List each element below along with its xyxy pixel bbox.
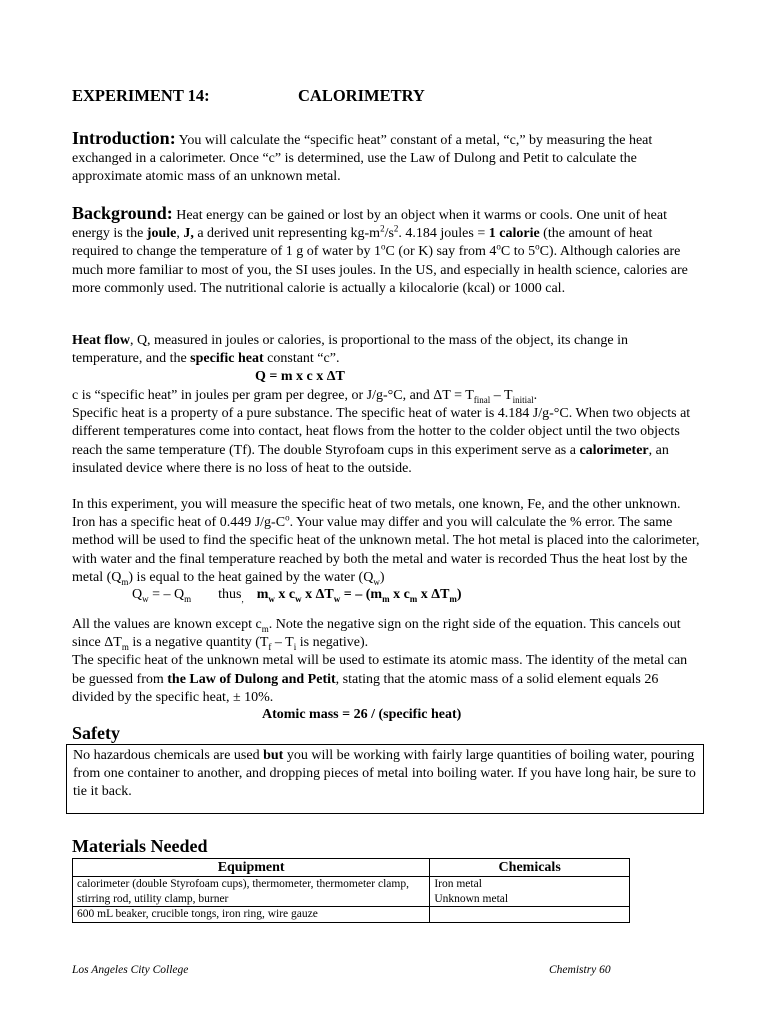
eq-part: x ΔT <box>417 587 450 602</box>
subscript-m: m <box>121 576 129 587</box>
eq-part: x c <box>389 587 410 602</box>
background-heading: Background: <box>72 203 173 223</box>
joule-symbol: J, <box>183 226 194 242</box>
degree-superscript: o <box>381 241 386 252</box>
definition-text-3: . <box>533 388 538 403</box>
specific-heat-definition <box>72 387 700 478</box>
calorie-term: 1 calorie <box>488 226 540 242</box>
known-text-1: All the values are known except c <box>72 617 262 632</box>
experiment-text-1: In this experiment, you will measure the specific heat of two metals, one known, Fe, and the other unknown. Iron has a specific heat of 0.449 J/g-C <box>72 497 681 531</box>
eq-q: Q <box>132 587 143 602</box>
subscript-final: final <box>473 394 491 405</box>
degree-superscript: o <box>496 241 501 252</box>
dulong-petit-text-end: , stating that the atomic mass of a solid element equals 26 divided by the specific heat, ± 10%. <box>72 671 659 705</box>
experiment-text-3: ) is equal to the heat gained by the water (Q <box>128 569 374 585</box>
table-header-row <box>73 859 630 877</box>
known-text-2: . Note the negative sign on the right side of the equation. This cancels out since ΔT <box>72 617 681 651</box>
background-text-2: a derived unit representing kg-m <box>193 226 381 242</box>
background-text-6: C (or K) say from 4 <box>385 244 497 260</box>
experiment-text-4: ) <box>379 569 385 585</box>
atomic-mass-formula: Atomic mass = 26 / (specific heat) <box>262 707 462 722</box>
known-text-5: is negative). <box>296 635 369 651</box>
footer-institution: Los Angeles City College <box>72 964 189 976</box>
experiment-title: CALORIMETRY <box>298 86 425 105</box>
eq-bold-expression <box>257 587 462 602</box>
eq-sub: , <box>241 593 244 604</box>
eq-sub: w <box>333 593 341 604</box>
definition-text-2: – T <box>490 388 513 403</box>
table-row <box>73 907 630 923</box>
safety-text-2: you will be working with fairly large quantities of boiling water, pouring from one container to another, and dropping pieces of metal into boiling water. If you have long hair, be sure to tie it back. <box>73 748 696 800</box>
background-text-5: (the amount of heat required to change the temperature of 1 g of water by 1 <box>72 226 653 260</box>
eq-sub: w <box>295 593 302 604</box>
specific-heat-term: specific heat <box>190 351 264 367</box>
definition-text-1: c is “specific heat” in joules per gram per degree, or J/g-°C, and ΔT = T <box>72 388 474 403</box>
safety-text-1: No hazardous chemicals are used <box>73 748 264 763</box>
table-row <box>73 877 630 907</box>
experiment-paragraph <box>72 496 700 587</box>
eq-sub: m <box>449 593 457 604</box>
safety-heading: Safety <box>72 723 120 743</box>
subscript: f <box>268 642 272 652</box>
subscript: m <box>261 623 269 634</box>
degree-superscript: o <box>535 241 540 252</box>
known-text-3: is a negative quantity (T <box>128 635 269 651</box>
background-text-3: /s <box>384 226 394 242</box>
experiment-number: EXPERIMENT 14: <box>72 86 210 105</box>
eq-part: ) <box>456 587 462 602</box>
background-text-7: C to 5 <box>500 244 536 260</box>
calorimeter-text-end: , an insulated device where there is no loss of heat to the outside. <box>72 442 669 476</box>
dulong-petit-text: The specific heat of the unknown metal will be used to estimate its atomic mass. The identity of the metal can be guessed from <box>72 653 688 687</box>
eq-part: = – Q <box>148 587 185 602</box>
heat-flow-paragraph <box>72 332 700 368</box>
joule-term: joule <box>146 226 177 242</box>
subscript-w: w <box>373 576 380 587</box>
eq-part: m <box>256 587 269 602</box>
eq-part: x ΔT <box>301 587 334 602</box>
eq-thus: thus <box>218 587 242 602</box>
known-values-paragraph <box>72 616 700 707</box>
background-text-1: Heat energy can be gained or lost by an object when it warms or cools. One unit of heat energy is the <box>72 208 667 242</box>
introduction-text: You will calculate the “specific heat” constant of a metal, “c,” by measuring the heat exchanged in a calorimeter. Once “c” is determined, use the Law of Dulong and Petit to calculate the approximate atomic mass of an unknown metal. <box>72 133 653 185</box>
eq-sub: w <box>142 593 149 604</box>
experiment-text-2: . Your value may differ and you will calculate the % error. The same method will be used to find the specific heat of the unknown metal. The hot metal is placed into the calorimeter, with water and the final temperature reached by both the metal and water is recorded Thus the heat lost by the metal (Q <box>72 515 700 585</box>
footer-course: Chemistry 60 <box>549 964 611 976</box>
subscript: m <box>121 642 129 652</box>
background-paragraph <box>72 204 700 298</box>
background-text-4: . 4.184 joules = <box>398 226 489 242</box>
materials-table <box>72 858 630 923</box>
eq-sub: m <box>382 593 390 604</box>
materials-heading: Materials Needed <box>72 836 208 856</box>
safety-box <box>66 744 704 814</box>
chemicals-column-header: Chemicals <box>430 859 630 877</box>
degree-superscript: o <box>285 512 290 523</box>
subscript: i <box>293 642 297 652</box>
specific-heat-property-text: Specific heat is a property of a pure substance. The specific heat of water is 4.184 J/g-°C. When two objects at different temperatures come into contact, heat flows from the hotter to the colder object until the two objects reach the same temperature (Tf). The double Styrofoam cups in this experiment serve as a <box>72 406 691 458</box>
eq-part: = – (m <box>340 587 383 602</box>
equipment-cell: calorimeter (double Styrofoam cups), thermometer, thermometer clamp, stirring rod, utility clamp, burner <box>73 877 430 907</box>
superscript: 2 <box>380 223 385 234</box>
known-text-4: – T <box>271 635 294 651</box>
eq-part: x c <box>274 587 296 602</box>
chemical-unknown: Unknown metal <box>434 892 509 905</box>
equipment-cell: 600 mL beaker, crucible tongs, iron ring, wire gauze <box>73 907 430 923</box>
chemicals-cell <box>430 907 630 923</box>
heat-equation: Q = m x c x ΔT <box>255 369 345 384</box>
chemicals-cell <box>430 877 630 907</box>
heat-flow-text-2: constant “c”. <box>263 351 340 367</box>
safety-but: but <box>263 748 284 763</box>
heat-balance-equation <box>132 587 462 603</box>
eq-sub: m <box>184 593 192 604</box>
background-text-comma: , <box>176 226 184 242</box>
introduction-heading: Introduction: <box>72 128 176 148</box>
eq-sub: w <box>268 593 275 604</box>
equipment-column-header: Equipment <box>73 859 430 877</box>
superscript: 2 <box>393 223 399 234</box>
introduction-paragraph <box>72 129 700 187</box>
background-text-8: C). Although calories are much more familiar to most of you, the SI uses joules. In the US, and especially in health science, calories are more commonly used. The nutritional calorie is actually a kilocalorie (kcal) or 1000 cal. <box>72 244 688 296</box>
calorimeter-term: calorimeter <box>579 442 649 458</box>
dulong-petit-law: the Law of Dulong and Petit <box>167 671 336 687</box>
chemical-iron: Iron metal <box>434 878 482 890</box>
eq-sub: m <box>409 593 418 604</box>
subscript-initial: initial <box>512 394 534 405</box>
heat-flow-text-1: , Q, measured in joules or calories, is proportional to the mass of the object, its change in temperature, and the <box>72 333 628 367</box>
heat-flow-term: Heat flow <box>72 333 130 348</box>
